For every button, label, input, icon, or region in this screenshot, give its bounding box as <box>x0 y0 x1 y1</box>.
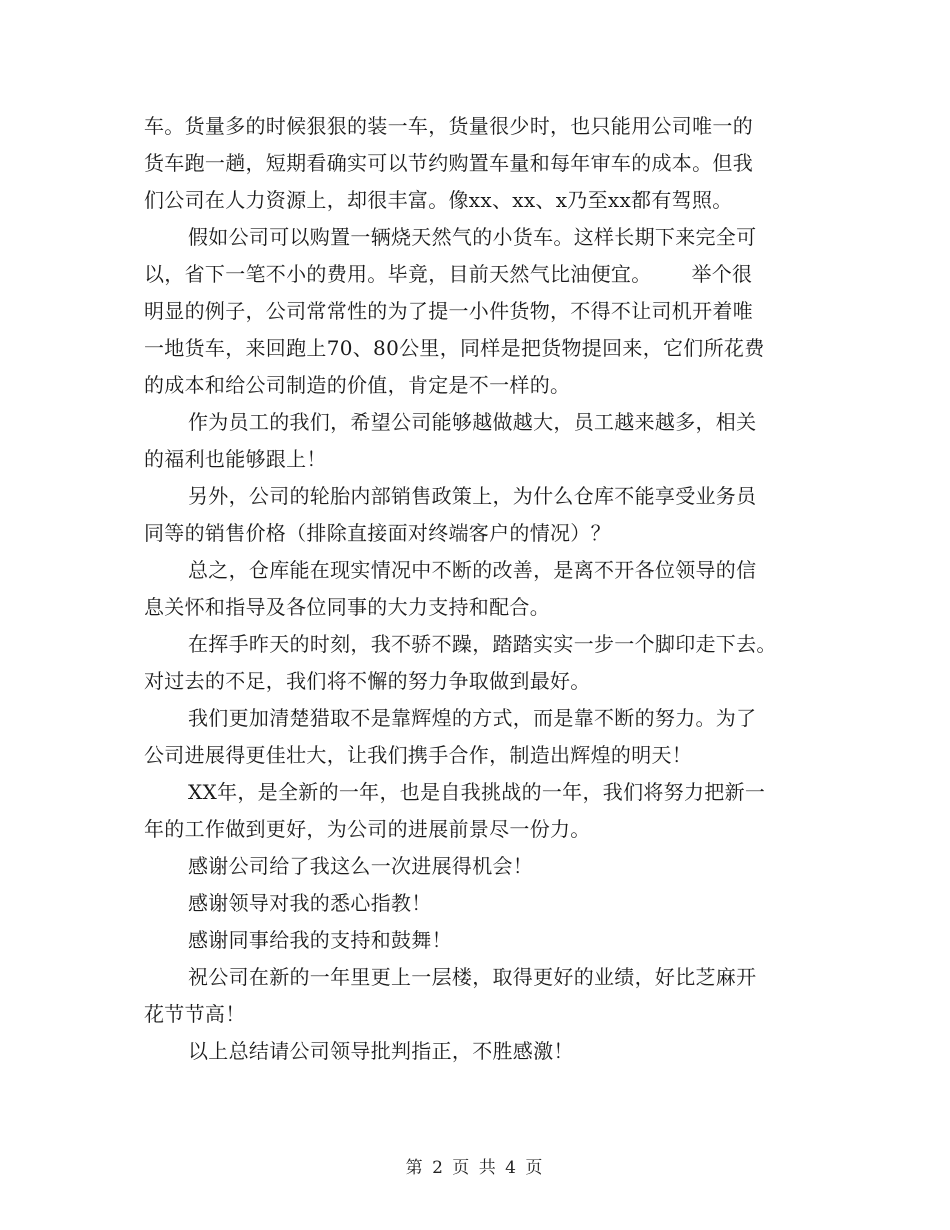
paragraph-start-line: 感谢公司给了我这么一次进展得机会！ <box>188 854 534 878</box>
paragraph-start-line: 我们更加清楚猎取不是靠辉煌的方式，而是靠不断的努力。为了 <box>188 706 757 730</box>
text-line: 年的工作做到更好，为公司的进展前景尽一份力。 <box>144 817 591 841</box>
paragraph-start-line: 感谢领导对我的悉心指教！ <box>188 891 432 915</box>
text-line: 货车跑一趟，短期看确实可以节约购置车量和每年审车的成本。但我 <box>144 151 753 175</box>
paragraph-start-line: 祝公司在新的一年里更上一层楼，取得更好的业绩，好比芝麻开 <box>188 965 757 989</box>
text-line: 同等的销售价格（排除直接面对终端客户的情况）？ <box>144 521 611 545</box>
text-line: 以，省下一笔不小的费用。毕竟，目前天然气比油便宜。 举个很 <box>144 262 753 286</box>
text-line: 车。货量多的时候狠狠的装一车，货量很少时，也只能用公司唯一的 <box>144 114 753 138</box>
paragraph-start-line: 总之，仓库能在现实情况中不断的改善，是离不开各位领导的信 <box>188 558 757 582</box>
paragraph-start-line: 以上总结请公司领导批判指正，不胜感激！ <box>188 1039 574 1063</box>
text-line: 息关怀和指导及各位同事的大力支持和配合。 <box>144 595 550 619</box>
text-line: 对过去的不足，我们将不懈的努力争取做到最好。 <box>144 669 591 693</box>
text-line: 一地货车，来回跑上70、80公里，同样是把货物提回来，它们所花费 <box>144 336 765 360</box>
text-line: 的成本和给公司制造的价值，肯定是不一样的。 <box>144 373 571 397</box>
paragraph-start-line: 作为员工的我们，希望公司能够越做越大，员工越来越多，相关 <box>188 410 757 434</box>
paragraph-start-line: 假如公司可以购置一辆烧天然气的小货车。这样长期下来完全可 <box>188 225 757 249</box>
text-line: 明显的例子，公司常常性的为了提一小件货物，不得不让司机开着唯 <box>144 299 753 323</box>
text-line: 公司进展得更佳壮大，让我们携手合作，制造出辉煌的明天！ <box>144 743 693 767</box>
paragraph-start-line: 在挥手昨天的时刻，我不骄不躁，踏踏实实一步一个脚印走下去。 <box>188 632 777 656</box>
text-line: 花节节高！ <box>144 1002 246 1026</box>
paragraph-start-line: XX年，是全新的一年，也是自我挑战的一年，我们将努力把新一 <box>188 780 766 804</box>
page-number-footer: 第 2 页 共 4 页 <box>405 1158 545 1178</box>
text-line: 们公司在人力资源上，却很丰富。像xx、xx、x乃至xx都有驾照。 <box>144 188 733 212</box>
paragraph-start-line: 感谢同事给我的支持和鼓舞！ <box>188 928 452 952</box>
paragraph-start-line: 另外，公司的轮胎内部销售政策上，为什么仓库不能享受业务员 <box>188 484 757 508</box>
text-line: 的福利也能够跟上！ <box>144 447 327 471</box>
document-body <box>144 108 812 1070</box>
